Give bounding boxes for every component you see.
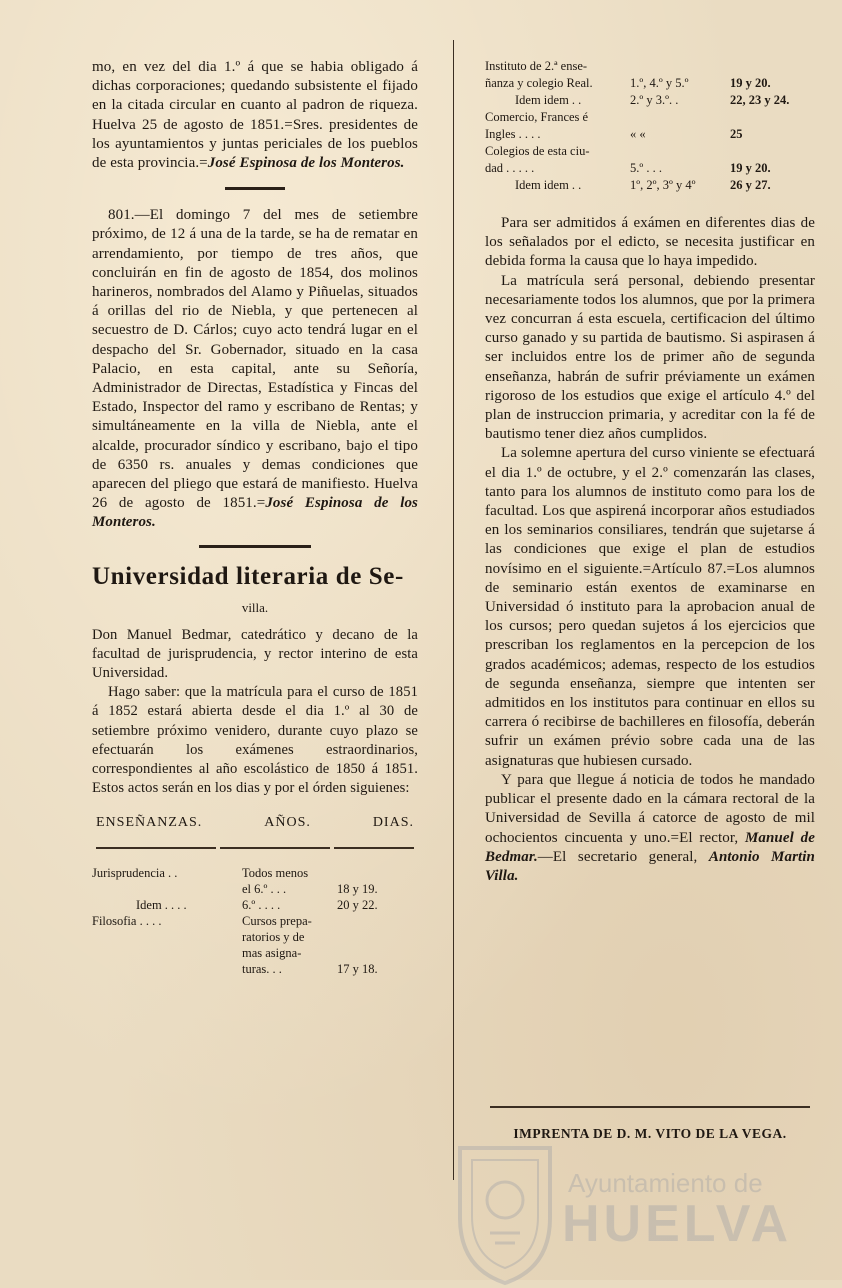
cell: Cursos prepa- (242, 913, 312, 928)
cell: 20 y 22. (337, 897, 378, 912)
exam-table-header (92, 815, 418, 831)
auction-paragraph (92, 206, 418, 532)
cell: Instituto de 2.ª ense- (485, 59, 588, 73)
cell (92, 881, 242, 897)
circular-signature: José Espinosa de los Monteros. (207, 155, 405, 172)
secretary-label: —El secretario general, (537, 848, 698, 865)
table-row (485, 177, 815, 194)
table-row (92, 913, 418, 929)
table-row (92, 929, 418, 945)
watermark-line2: HUELVA (562, 1195, 793, 1253)
cell: Idem . . . . (136, 897, 187, 912)
enrollment-text: La matrícula será personal, debiendo presentar necesariamente todos los alumnos, que por la primera vez concurran á esta escuela, certificacion del último curso ganado y su partida de bautismo. Si aspirasen á ser incluidos entre los de primer año de segunda enseñanza, habrán de sufrir préviamente un exámen rigoroso de los estudios que exige el artículo 4.º del plan de instruccion primaria, y acreditar con la fé de bautismo tener diez años cumplidos. (485, 272, 815, 443)
section-rule (199, 545, 311, 548)
table-row (92, 945, 418, 961)
rule (220, 847, 330, 849)
cell: 18 y 19. (337, 881, 378, 896)
notice-text: Hago saber: que la matrícula para el curso de 1851 á 1852 estará abierta desde el dia 1.º al 30 de setiembre próximo venidero, durante cuyo plazo se efectuarán los exámenes estraordinarios, correspondientes al año escolástico de 1850 á 1851. Estos actos serán en los dias y por el órden siguienes: (92, 684, 418, 797)
admission-text: Para ser admitidos á exámen en diferentes dias de los señalados por el edicto, se necesita justificar en debida forma la causa que lo haya impedido. (485, 215, 815, 270)
watermark (430, 1128, 810, 1268)
exam-table-right (485, 58, 815, 194)
rector-signature: Manuel de Bedmar. (485, 829, 815, 865)
cell: 26 y 27. (730, 178, 771, 192)
table-row (485, 109, 815, 126)
col-header-ensenanzas: ENSEÑANZAS. (96, 814, 203, 830)
cell: Jurisprudencia . . (92, 865, 178, 880)
rule (334, 847, 414, 849)
rector-intro-text: Don Manuel Bedmar, catedrático y decano de la facultad de jurisprudencia, y rector interino de esta Universidad. (92, 626, 418, 682)
cell: ratorios y de (242, 929, 305, 944)
cell (337, 945, 407, 961)
cell: 5.º . . . (630, 161, 663, 175)
cell: 25 (730, 127, 743, 141)
cell: Filosofia . . . . (92, 913, 162, 928)
admission-paragraph (485, 214, 815, 272)
table-row (485, 75, 815, 92)
cell: 22, 23 y 24. (730, 93, 790, 107)
cell: ñanza y colegio Real. (485, 76, 593, 90)
auction-signature: José Espinosa de los Monteros. (92, 495, 418, 531)
table-row (485, 58, 815, 75)
table-row (485, 126, 815, 143)
cell (92, 961, 242, 977)
city-seal-icon (450, 1138, 560, 1288)
cell: 6.º . . . . (242, 897, 281, 912)
table-header-rules (92, 847, 418, 849)
university-heading-cont: villa. (241, 599, 269, 615)
enrollment-paragraph (485, 272, 815, 445)
cell: dad . . . . . (485, 161, 535, 175)
table-row (485, 143, 815, 160)
cell: Ingles . . . . (485, 127, 541, 141)
circular-text: mo, en vez del dia 1.º á que se habia obligado á dichas corporaciones; quedando subsistente el fijado en la citada circular en cuanto al padron de riqueza. Huelva 25 de agosto de 1851.=Sres. presidentes de los ayuntamientos y juntas periciales de los pueblos de esta provincia.= (92, 59, 418, 172)
auction-text: 801.—El domingo 7 del mes de setiembre próximo, de 12 á una de la tarde, se ha de rematar en arrendamiento, por tiempo de tres años, que concluirán en fin de agosto de 1854, dos molinos harineros, nombrados del Alamo y Piñuelas, situados á orillas del rio de Niebla, y que pertenecen al secuestro de D. Cárlos; cuyo acto tendrá lugar en el despacho del Sr. Gobernador, situado en la casa Palacio, en esta capital, ante su Señoría, Administrador de Directas, Estadística y Fincas del Estado, Inspector del ramo y escribano de Rentas; y simultáneamente en la villa de Niebla, ante el alcalde, procurador síndico y escribano, bajo el tipo de 6350 rs. anuales y demas condiciones que aparecen del pliego que estará de manifiesto. Huelva 26 de agosto de 1851.= (92, 207, 418, 512)
secretary-signature: Antonio Martin Villa. (485, 848, 815, 884)
watermark-line1: Ayuntamiento de (568, 1168, 763, 1198)
notice-paragraph (92, 683, 418, 798)
rule (96, 847, 216, 849)
cell: mas asigna- (242, 945, 302, 960)
col-header-dias: DIAS. (372, 814, 414, 830)
university-heading: Universidad literaria de Se- (92, 562, 404, 590)
cell: 2.º y 3.º. . (630, 93, 679, 107)
table-row (92, 865, 418, 881)
cell (337, 913, 407, 929)
cell: el 6.º . . . (242, 881, 287, 896)
cell: 17 y 18. (337, 961, 378, 976)
cell: 19 y 20. (730, 161, 771, 175)
cell: 1.º, 4.º y 5.º (630, 76, 689, 90)
right-column (485, 58, 815, 886)
cell: « « (630, 127, 646, 141)
cell (337, 865, 407, 881)
cell: Colegios de esta ciu- (485, 144, 590, 158)
opening-text: La solemne apertura del curso viniente se efectuará el dia 1.º de octubre, y el 2.º comenzarán las clases, tanto para los alumnos de instituto como para los de facultad. Los que aspirená incorporar años estudiados en los seminarios consiliares, tendrán que sujetarse á las condiciones que exige el plan de estudios novísimo en el siguiente.=Artículo 87.=Los alumnos de seminario están exentos de examinarse en Universidad ó instituto para la aprobacion anual de los cursos; pero quedan sujetos á los ejercicios que prescriban los reglamentos en la percepcion de los grados académicos; ademas, respecto de los estudios de segunda enseñanza, siempre que intenten ser admitidos en los institutos para continuar en ellos su carrera ó recibirse de bachilleres en filosofía, deberán sufrir un exámen prévio sobre cada una de las asignaturas que hubiesen cursado. (485, 445, 815, 769)
col-header-anos: AÑOS. (264, 814, 311, 830)
cell: Comercio, Frances é (485, 110, 589, 124)
circular-paragraph (92, 58, 418, 173)
rector-intro (92, 626, 418, 684)
footer-rule (490, 1106, 810, 1108)
cell: 1º, 2º, 3º y 4º (630, 178, 696, 192)
table-row (92, 961, 418, 977)
table-row (485, 160, 815, 177)
table-row (92, 897, 418, 913)
column-divider (453, 40, 454, 1180)
opening-paragraph (485, 444, 815, 770)
cell: 19 y 20. (730, 76, 771, 90)
cell (92, 929, 242, 945)
cell (92, 945, 242, 961)
cell: Idem idem . . (515, 93, 582, 107)
table-row (485, 92, 815, 109)
exam-table-left (92, 865, 418, 977)
closing-text: Y para que llegue á noticia de todos he mandado publicar el presente dado en la cámara rectoral de la Universidad de Sevilla á catorce de agosto de mil ochocientos cincuenta y uno.=El rector, (485, 771, 815, 846)
cell: Idem idem . . (515, 178, 582, 192)
cell: Todos menos (242, 865, 309, 880)
printer-imprint: IMPRENTA DE D. M. VITO DE LA VEGA. (513, 1126, 787, 1141)
table-row (92, 881, 418, 897)
cell: turas. . . (242, 961, 282, 976)
left-column (92, 58, 418, 977)
section-rule (225, 187, 285, 190)
closing-paragraph (485, 771, 815, 886)
cell (337, 929, 407, 945)
